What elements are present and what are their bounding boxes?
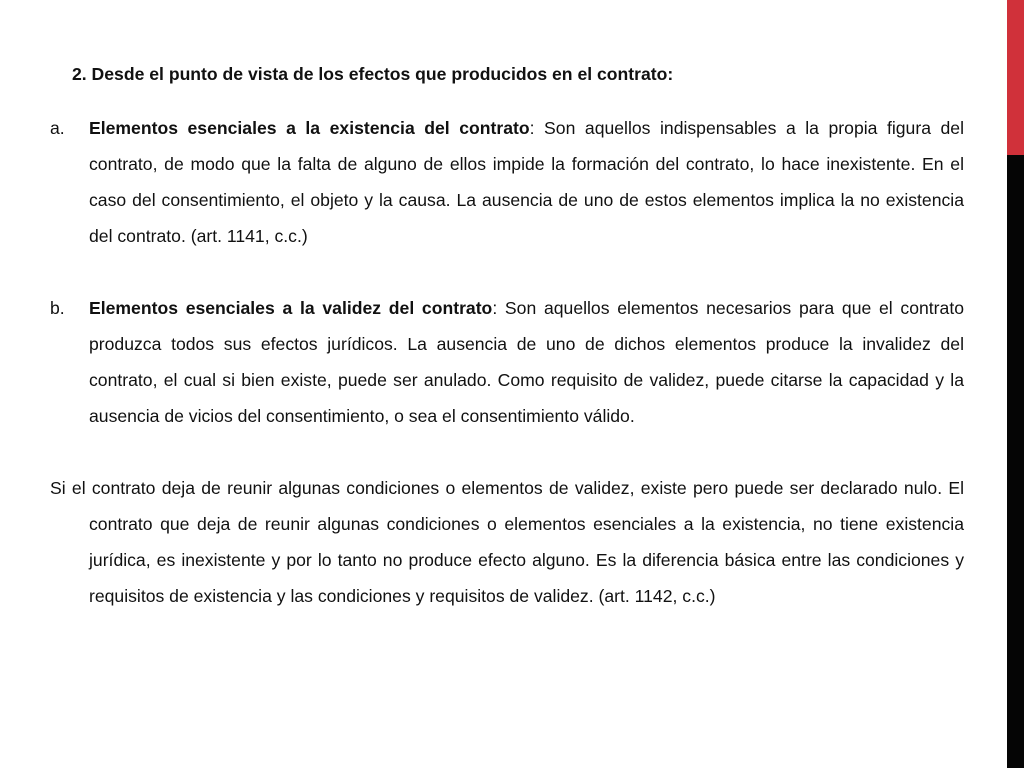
- list-item-letter: b.: [50, 298, 65, 318]
- list-item-term: Elementos esenciales a la validez del contrato: [89, 298, 493, 318]
- list-item-text: : Son aquellos indispensables a la propia figura del contrato, de modo que la falta de alguno de ellos impide la formación del contrato, lo hace inexistente. En el caso del consentimiento, el objeto y la causa. La ausencia de uno de estos elementos implica la no existencia del contrato. (art. 1141, c.c.): [89, 118, 964, 246]
- slide-heading: 2. Desde el punto de vista de los efectos que producidos en el contrato:: [72, 64, 674, 84]
- accent-bar-black: [1007, 155, 1024, 768]
- closing-paragraph: Si el contrato deja de reunir algunas condiciones o elementos de validez, existe pero puede ser declarado nulo. El contrato que deja de reunir algunas condiciones o elementos esenciales a la existencia, no tiene existencia jurídica, es inexistente y por lo tanto no produce efecto alguno. Es la diferencia básica entre las condiciones y requisitos de existencia y las condiciones y requisitos de validez. (art. 1142, c.c.): [50, 478, 964, 606]
- list-item-text: : Son aquellos elementos necesarios para que el contrato produzca todos sus efectos jurídicos. La ausencia de uno de dichos elementos produce la invalidez del contrato, el cual si bien existe, puede ser anulado. Como requisito de validez, puede citarse la capacidad y la ausencia de vicios del consentimiento, o sea el consentimiento válido.: [89, 298, 964, 426]
- slide-content: [50, 56, 964, 614]
- list-item-b: [50, 290, 964, 434]
- accent-bar-red: [1007, 0, 1024, 155]
- list-item-letter: a.: [50, 118, 65, 138]
- list-item-a: [50, 110, 964, 254]
- list-item-term: Elementos esenciales a la existencia del contrato: [89, 118, 530, 138]
